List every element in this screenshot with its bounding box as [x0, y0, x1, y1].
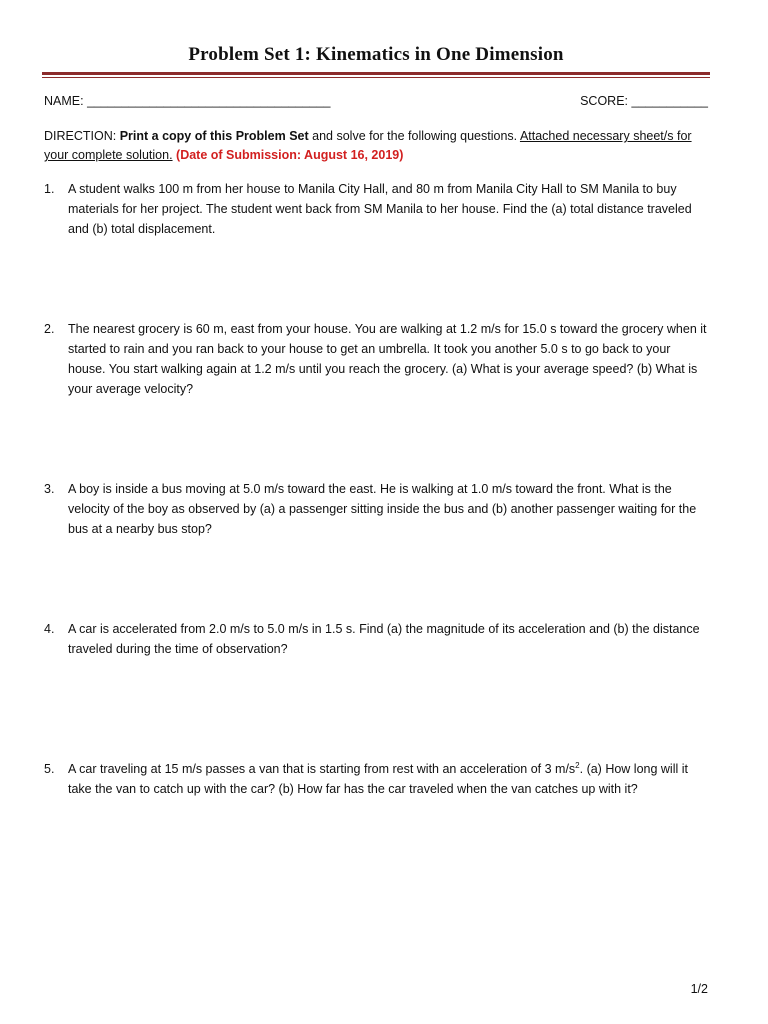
direction-instruction-rest: and solve for the following questions. [312, 129, 518, 143]
title-divider-thin [42, 77, 710, 78]
question-number: 5. [44, 762, 55, 776]
question-text [68, 759, 708, 799]
question-number: 2. [44, 322, 55, 336]
direction-instruction-bold: Print a copy of this Problem Set [119, 129, 309, 143]
question-number: 3. [44, 482, 55, 496]
title-divider-thick [42, 72, 710, 75]
direction-paragraph [44, 127, 708, 165]
question-3 [44, 479, 708, 539]
superscript-exponent: 2 [575, 760, 580, 770]
page-number: 1/2 [690, 982, 708, 996]
question-text-part: A car traveling at 15 m/s passes a van that is starting from rest with an acceleration of 3 m/s [68, 762, 576, 776]
question-number: 1. [44, 182, 55, 196]
question-2 [44, 319, 708, 399]
question-text: A boy is inside a bus moving at 5.0 m/s toward the east. He is walking at 1.0 m/s toward the front. What is the velocity of the boy as observed by (a) a passenger sitting inside the bus and (b) another passenger waiting for the bus at a nearby bus stop? [68, 482, 697, 536]
name-blank: ___________________________________ [87, 94, 331, 108]
score-field [580, 94, 708, 108]
score-blank: ___________ [631, 94, 708, 108]
question-text-part: . (a) How long will it take the van to catch up with the car? (b) How far has the car traveled when the van catches up with it? [68, 762, 688, 796]
page-title: Problem Set 1: Kinematics in One Dimension [188, 44, 564, 65]
submission-date: (Date of Submission: August 16, 2019) [176, 148, 404, 162]
direction-label: DIRECTION: [44, 129, 117, 143]
name-label: NAME: [44, 94, 84, 108]
question-number: 4. [44, 622, 55, 636]
question-4 [44, 619, 708, 659]
question-text: The nearest grocery is 60 m, east from your house. You are walking at 1.2 m/s for 15.0 s toward the grocery when it started to rain and you ran back to your house to get an umbrella. It took you another 5.0 s to go back to your house. You start walking again at 1.2 m/s until you reach the grocery. (a) What is your average speed? (b) What is your average velocity? [68, 322, 707, 396]
question-1 [44, 179, 708, 239]
score-label: SCORE: [580, 94, 629, 108]
name-field [44, 94, 330, 108]
question-text: A car is accelerated from 2.0 m/s to 5.0 m/s in 1.5 s. Find (a) the magnitude of its acceleration and (b) the distance traveled during the time of observation? [68, 622, 700, 656]
student-fields [44, 94, 708, 108]
direction-attach-note: Attached necessary sheet/s for your complete solution. [44, 129, 692, 162]
question-text: A student walks 100 m from her house to Manila City Hall, and 80 m from Manila City Hall to SM Manila to buy materials for her project. The student went back from SM Manila to her house. Find the (a) total distance traveled and (b) total displacement. [68, 182, 692, 236]
question-5 [44, 759, 708, 799]
